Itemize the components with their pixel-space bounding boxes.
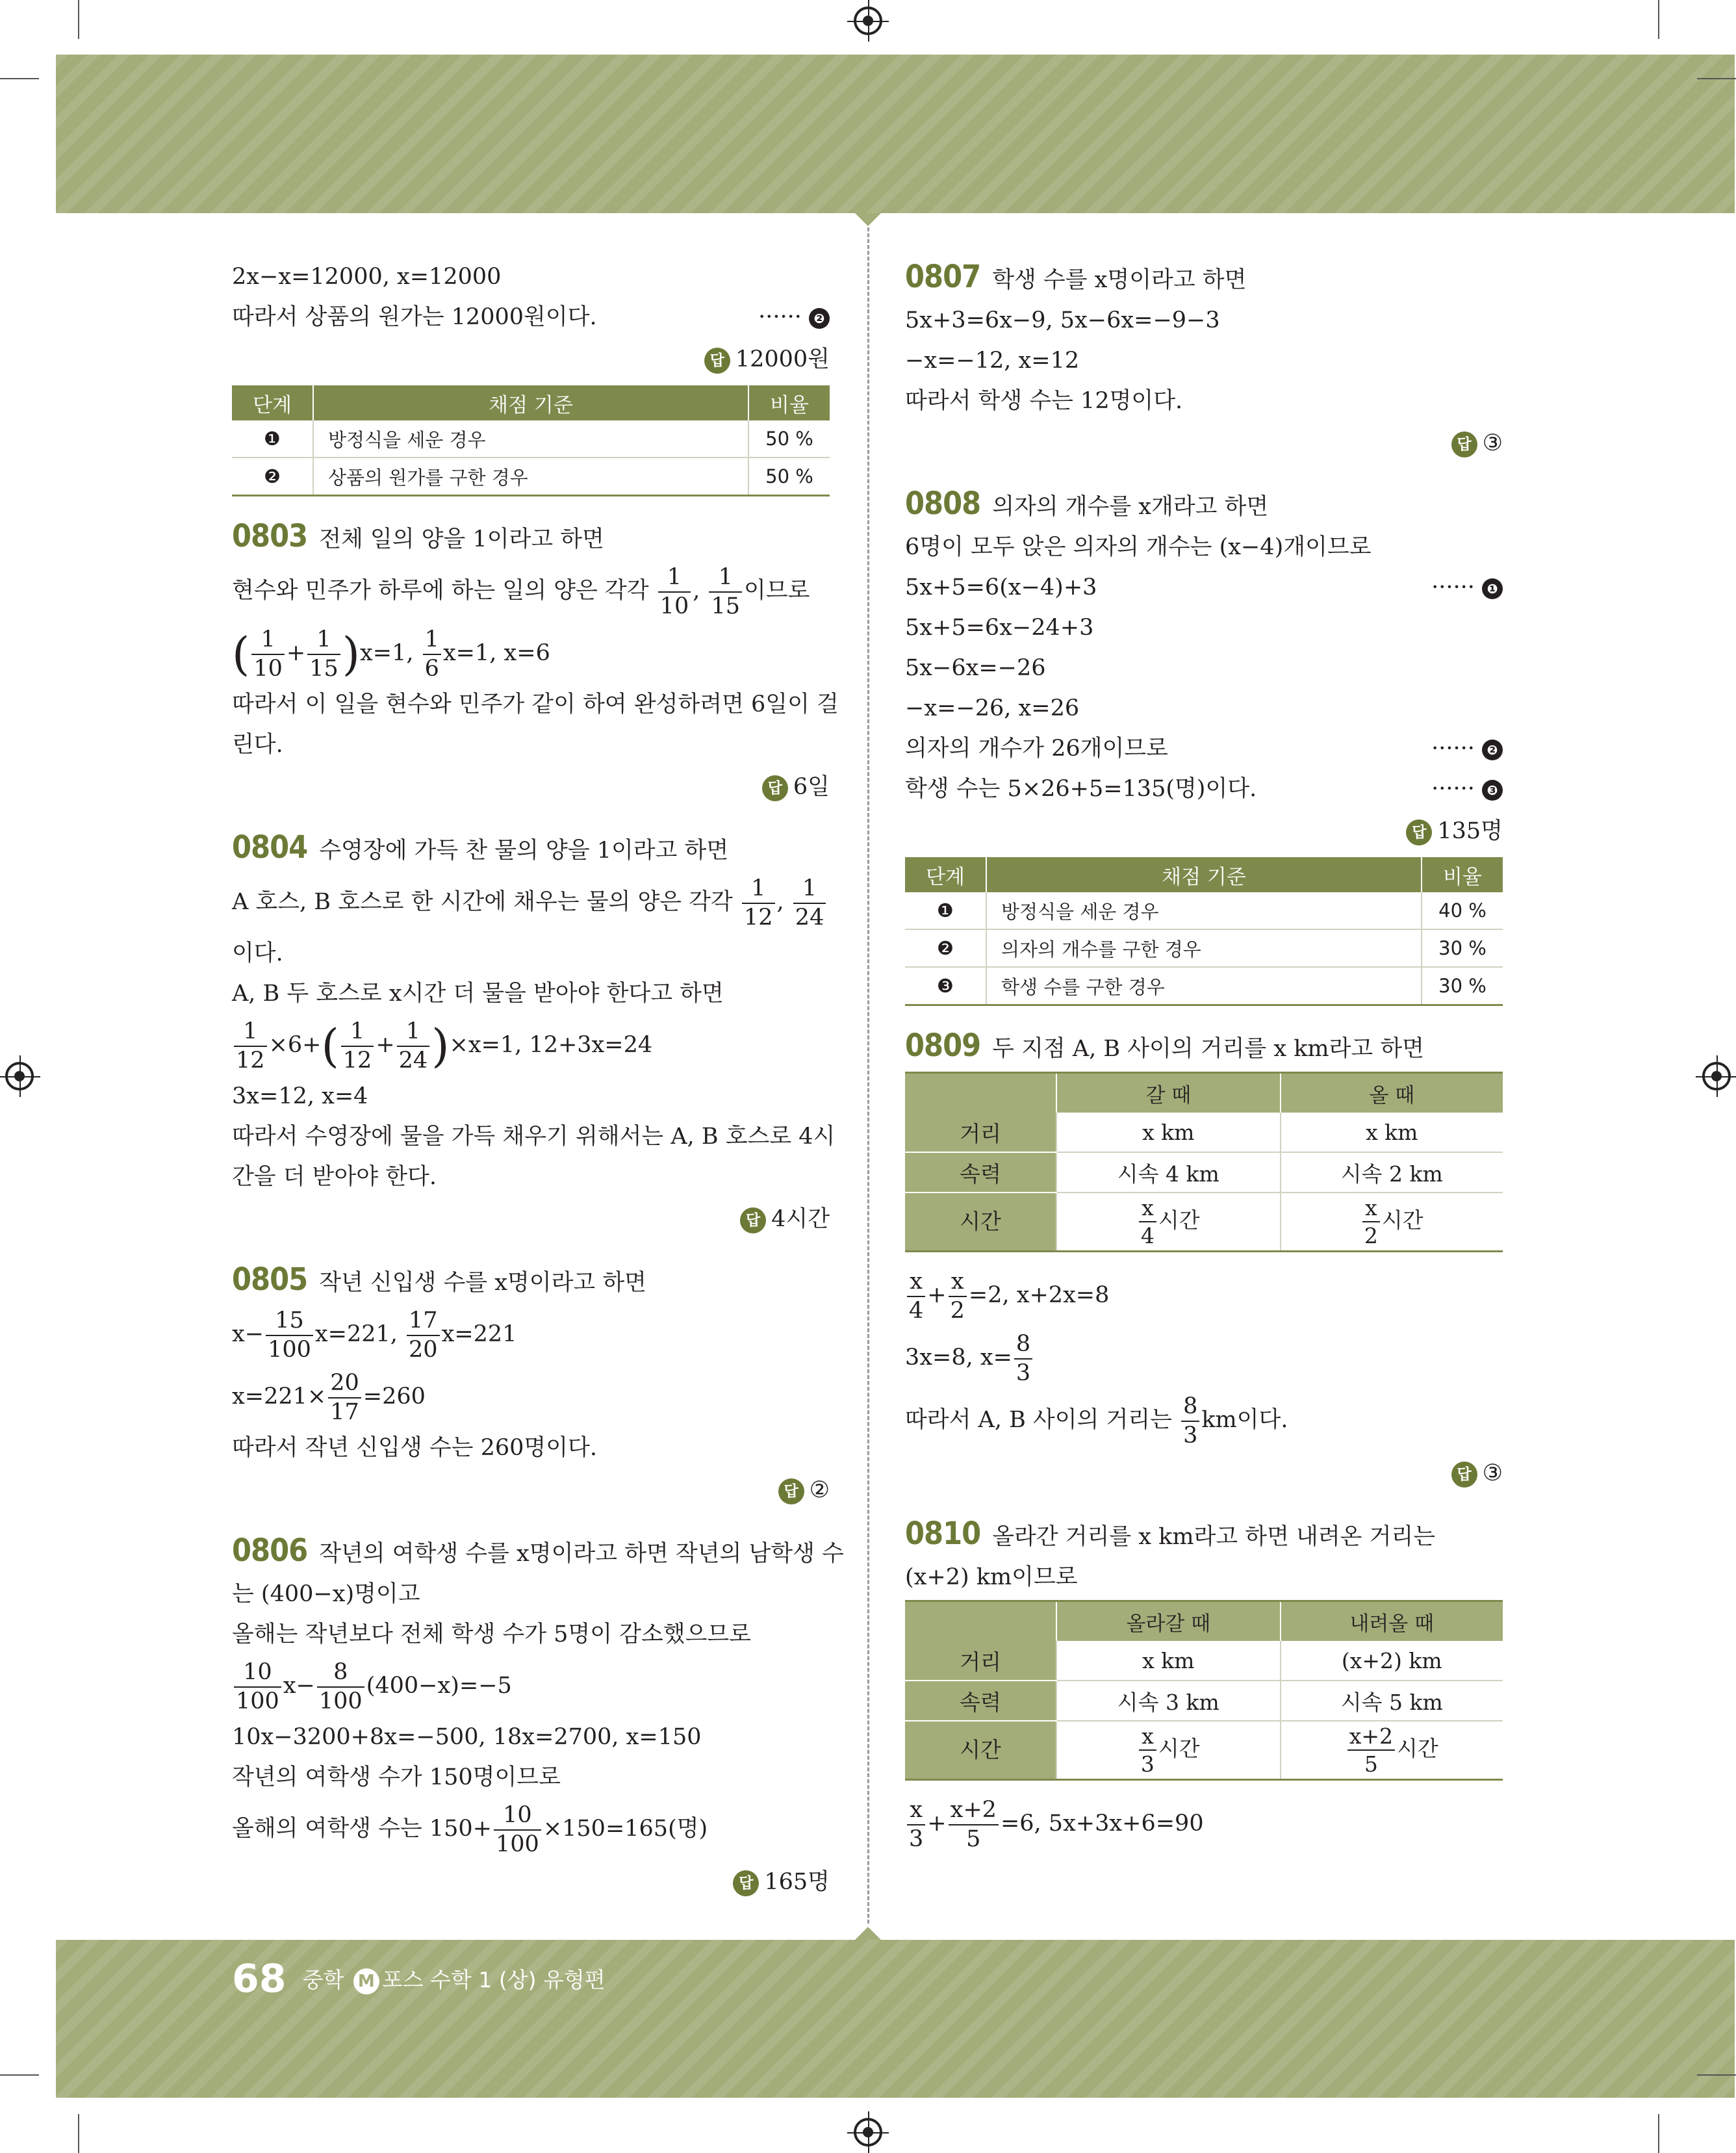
solution-line: 린다. [232, 732, 283, 758]
problem-0809: 0809 두 지점 A, B 사이의 거리를 x km라고 하면 [905, 1027, 1424, 1064]
solution-line: 현수와 민주가 하루에 하는 일의 양은 각각 $\frac{1}{10}$ , $\frac{1}{15}$ 이므로 [232, 563, 810, 619]
step-marker: ······ ❷ [758, 297, 830, 337]
book-title: 중학 M 포스 수학 1 (상) 유형편 [303, 1967, 606, 1992]
equation-line: $\frac{x}{4}$ + $\frac{x}{2}$ =2, x+2x=8 [905, 1264, 1503, 1326]
equation-line: x− $\frac{15}{100}$ x=221, $\frac{17}{20}$ x=221 [232, 1307, 517, 1363]
table-row: 거리 x km x km [905, 1113, 1503, 1152]
solution-line: 의자의 개수가 26개이므로 ······ ❷ [905, 728, 1503, 769]
crop-mark [1697, 2074, 1736, 2076]
table-row: ❸ 학생 수를 구한 경우 30 % [905, 967, 1503, 1005]
solution-line: 이다. [232, 940, 283, 966]
crop-mark [1658, 0, 1659, 39]
grading-table: 단계 채점 기준 비율 ❶ 방정식을 세운 경우 40 % ❷ 의자의 개수를 구한 경우 30 % ❸ 학생 수를 구한 경우 30 % [905, 857, 1503, 1006]
header-band [56, 55, 1735, 213]
solution-line: 5x+5=6(x−4)+3 ······ ❶ [905, 567, 1503, 608]
registration-mark-icon [5, 1062, 34, 1090]
problem-0808: 0808 의자의 개수를 x개라고 하면 [905, 485, 1269, 522]
solution-line: 10x−3200+8x=−500, 18x=2700, x=150 [232, 1724, 702, 1750]
equation-line: x=221× $\frac{20}{17}$ =260 [232, 1369, 426, 1425]
answer: 답 6일 [232, 766, 830, 808]
solution-line: 따라서 이 일을 현수와 민주가 같이 하여 완성하려면 6일이 걸 [232, 691, 839, 717]
solution-line: 올해는 작년보다 전체 학생 수가 5명이 감소했으므로 [232, 1621, 752, 1647]
equation-line: ( $\frac{1}{10}$ + $\frac{1}{15}$ )x=1, $\frac{1}{6}$ x=1, x=6 [232, 626, 550, 682]
solution-line: A 호스, B 호스로 한 시간에 채우는 물의 양은 각각 $\frac{1}{12}$ , $\frac{1}{24}$ [232, 871, 830, 933]
problem-0810: 0810 올라간 거리를 x km라고 하면 내려온 거리는 [905, 1515, 1436, 1552]
table-row: 시간 $\frac{x}{4}$ 시간 $\frac{x}{2}$ 시간 [905, 1193, 1503, 1252]
answer: 답 ③ [905, 1452, 1503, 1494]
solution-line: 3x=12, x=4 [232, 1083, 368, 1109]
solution-line: 5x−6x=−26 [905, 655, 1046, 681]
equation-line: $\frac{x}{3}$ + $\frac{x+2}{5}$ =6, 5x+3x+6=90 [905, 1792, 1503, 1855]
answer-badge: 답 [1451, 432, 1477, 458]
solution-line: 2x−x=12000, x=12000 [232, 264, 502, 290]
footer-notch [855, 1927, 881, 1940]
answer-badge: 답 [733, 1870, 759, 1896]
answer-badge: 답 [778, 1478, 804, 1504]
crop-mark [78, 0, 79, 39]
problem-0804: 0804 수영장에 가득 찬 물의 양을 1이라고 하면 [232, 829, 729, 866]
answer-badge: 답 [1451, 1462, 1477, 1488]
answer: 답 12000원 [232, 339, 830, 380]
left-column [232, 257, 844, 1903]
table-row: 속력 시속 4 km 시속 2 km [905, 1152, 1503, 1193]
table-row: ❷ 의자의 개수를 구한 경우 30 % [905, 929, 1503, 967]
solution-line: 따라서 상품의 원가는 12000원이다. ······ ❷ [232, 297, 830, 337]
registration-mark-icon [854, 2118, 882, 2147]
answer-badge: 답 [704, 348, 730, 374]
answer-badge: 답 [1406, 819, 1432, 845]
page-number: 68 [232, 1956, 287, 2002]
solution-line: (x+2) km이므로 [905, 1564, 1078, 1590]
equation-line: 3x=8, x= $\frac{8}{3}$ [905, 1326, 1503, 1389]
solution-line: 작년의 여학생 수가 150명이므로 [232, 1764, 561, 1790]
solution-line: 5x+3=6x−9, 5x−6x=−9−3 [905, 307, 1220, 333]
step-marker: ······ ❶ [1431, 567, 1503, 608]
registration-mark-icon [1702, 1062, 1731, 1090]
crop-mark [1697, 78, 1736, 79]
solution-line: 따라서 학생 수는 12명이다. [905, 388, 1183, 414]
crop-mark [1658, 2114, 1659, 2153]
crop-mark [78, 2114, 79, 2153]
solution-line: −x=−26, x=26 [905, 695, 1080, 721]
table-row: 속력 시속 3 km 시속 5 km [905, 1681, 1503, 1721]
step-marker: ······ ❷ [1431, 728, 1503, 769]
solution-line: A, B 두 호스로 x시간 더 물을 받아야 한다고 하면 [232, 981, 724, 1007]
table-row: ❶ 방정식을 세운 경우 50 % [232, 420, 830, 458]
page-footer [232, 1956, 606, 2002]
solution-line: 학생 수는 5×26+5=135(명)이다. ······ ❸ [905, 769, 1503, 809]
answer-badge: 답 [740, 1207, 766, 1233]
equation-line: 따라서 A, B 사이의 거리는 $\frac{8}{3}$ km이다. [905, 1393, 1288, 1449]
right-column [905, 257, 1503, 1855]
crop-mark [0, 78, 39, 79]
speed-table: 갈 때 올 때 거리 x km x km 속력 시속 4 km 시속 2 km 시간 $\frac{x}{4}$ 시간 $\frac{x}{2}$ 시간 [905, 1072, 1503, 1252]
solution-line: 6명이 모두 앉은 의자의 개수는 (x−4)개이므로 [905, 534, 1372, 560]
solution-line: 5x+5=6x−24+3 [905, 615, 1094, 641]
grading-table: 단계 채점 기준 비율 ❶ 방정식을 세운 경우 50 % ❷ 상품의 원가를 구한 경우 50 % [232, 385, 830, 496]
solution-line: 간을 더 받아야 한다. [232, 1164, 437, 1190]
answer: 답 135명 [905, 810, 1503, 852]
table-row: 시간 $\frac{x}{3}$ 시간 $\frac{x+2}{5}$ 시간 [905, 1721, 1503, 1780]
problem-0805: 0805 작년 신입생 수를 x명이라고 하면 [232, 1261, 646, 1298]
equation-line: $\frac{10}{100}$ x− $\frac{8}{100}$ (400−x)=−5 [232, 1655, 830, 1717]
speed-table: 올라갈 때 내려올 때 거리 x km (x+2) km 속력 시속 3 km 시속 5 km 시간 $\frac{x}{3}$ 시간 $\frac{x+2}{5}$ 시간 [905, 1600, 1503, 1781]
crop-mark [0, 2074, 39, 2076]
equation-line: 올해의 여학생 수는 150+ $\frac{10}{100}$ ×150=165(명) [232, 1801, 708, 1857]
table-row: ❶ 방정식을 세운 경우 40 % [905, 892, 1503, 929]
header-notch [855, 213, 881, 226]
answer-badge: 답 [762, 775, 788, 801]
solution-line: 따라서 작년 신입생 수는 260명이다. [232, 1435, 597, 1461]
answer: 답 165명 [232, 1861, 830, 1903]
answer: 답 ③ [905, 422, 1503, 464]
solution-line: 따라서 수영장에 물을 가득 채우기 위해서는 A, B 호스로 4시 [232, 1124, 836, 1150]
column-divider [867, 227, 869, 1924]
table-row: 거리 x km (x+2) km [905, 1641, 1503, 1681]
problem-0806: 0806 작년의 여학생 수를 x명이라고 하면 작년의 남학생 수 [232, 1532, 844, 1569]
problem-0803: 0803 전체 일의 양을 1이라고 하면 [232, 518, 604, 554]
equation-line: $\frac{1}{12}$ ×6+( $\frac{1}{12}$ + $\frac{1}{24}$ )×x=1, 12+3x=24 [232, 1014, 830, 1076]
solution-line: 는 (400−x)명이고 [232, 1581, 420, 1607]
problem-0807: 0807 학생 수를 x명이라고 하면 [905, 259, 1247, 295]
answer: 답 ② [232, 1469, 830, 1511]
m-logo-icon: M [353, 1968, 379, 1994]
solution-line: −x=−12, x=12 [905, 348, 1080, 374]
registration-mark-icon [854, 6, 882, 35]
table-row: ❷ 상품의 원가를 구한 경우 50 % [232, 458, 830, 496]
answer: 답 4시간 [232, 1198, 830, 1240]
step-marker: ······ ❸ [1431, 769, 1503, 809]
